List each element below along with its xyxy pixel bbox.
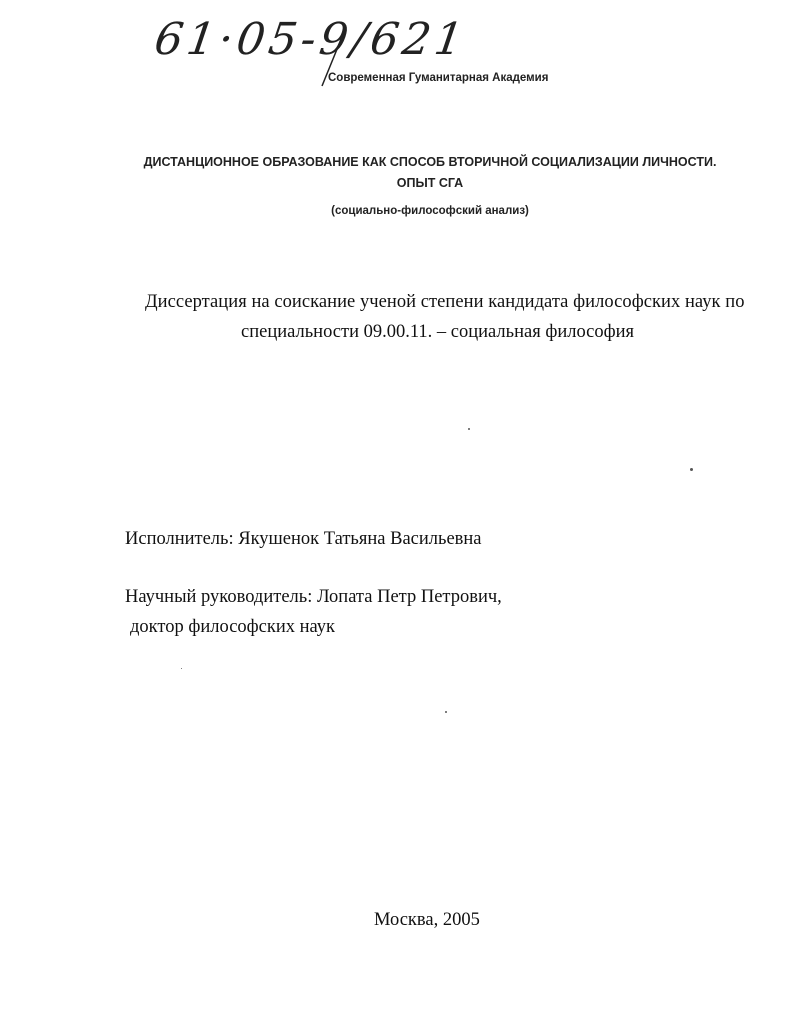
title-line-2: ОПЫТ СГА: [396, 176, 464, 190]
supervisor-line-2: доктор философских наук: [130, 617, 336, 637]
scan-speck: [181, 668, 182, 669]
institution-name: Современная Гуманитарная Академия: [328, 72, 549, 84]
title-line-1: ДИСТАНЦИОННОЕ ОБРАЗОВАНИЕ КАК СПОСОБ ВТОРИЧНОЙ СОЦИАЛИЗАЦИИ ЛИЧНОСТИ.: [143, 155, 717, 169]
place-year: Москва, 2005: [374, 910, 480, 930]
scan-speck: [690, 468, 693, 471]
scan-speck: [468, 428, 470, 430]
scan-speck: [445, 711, 447, 713]
dissertation-line-1: Диссертация на соискание ученой степени кандидата философских наук по: [145, 292, 745, 312]
dissertation-line-2: специальности 09.00.11. – социальная философия: [241, 322, 635, 342]
subtitle: (социально-философский анализ): [331, 205, 529, 217]
handwritten-code: 61·05-9/621: [151, 14, 471, 65]
author: Исполнитель: Якушенок Татьяна Васильевна: [125, 529, 482, 549]
supervisor-line-1: Научный руководитель: Лопата Петр Петрович,: [125, 587, 502, 607]
